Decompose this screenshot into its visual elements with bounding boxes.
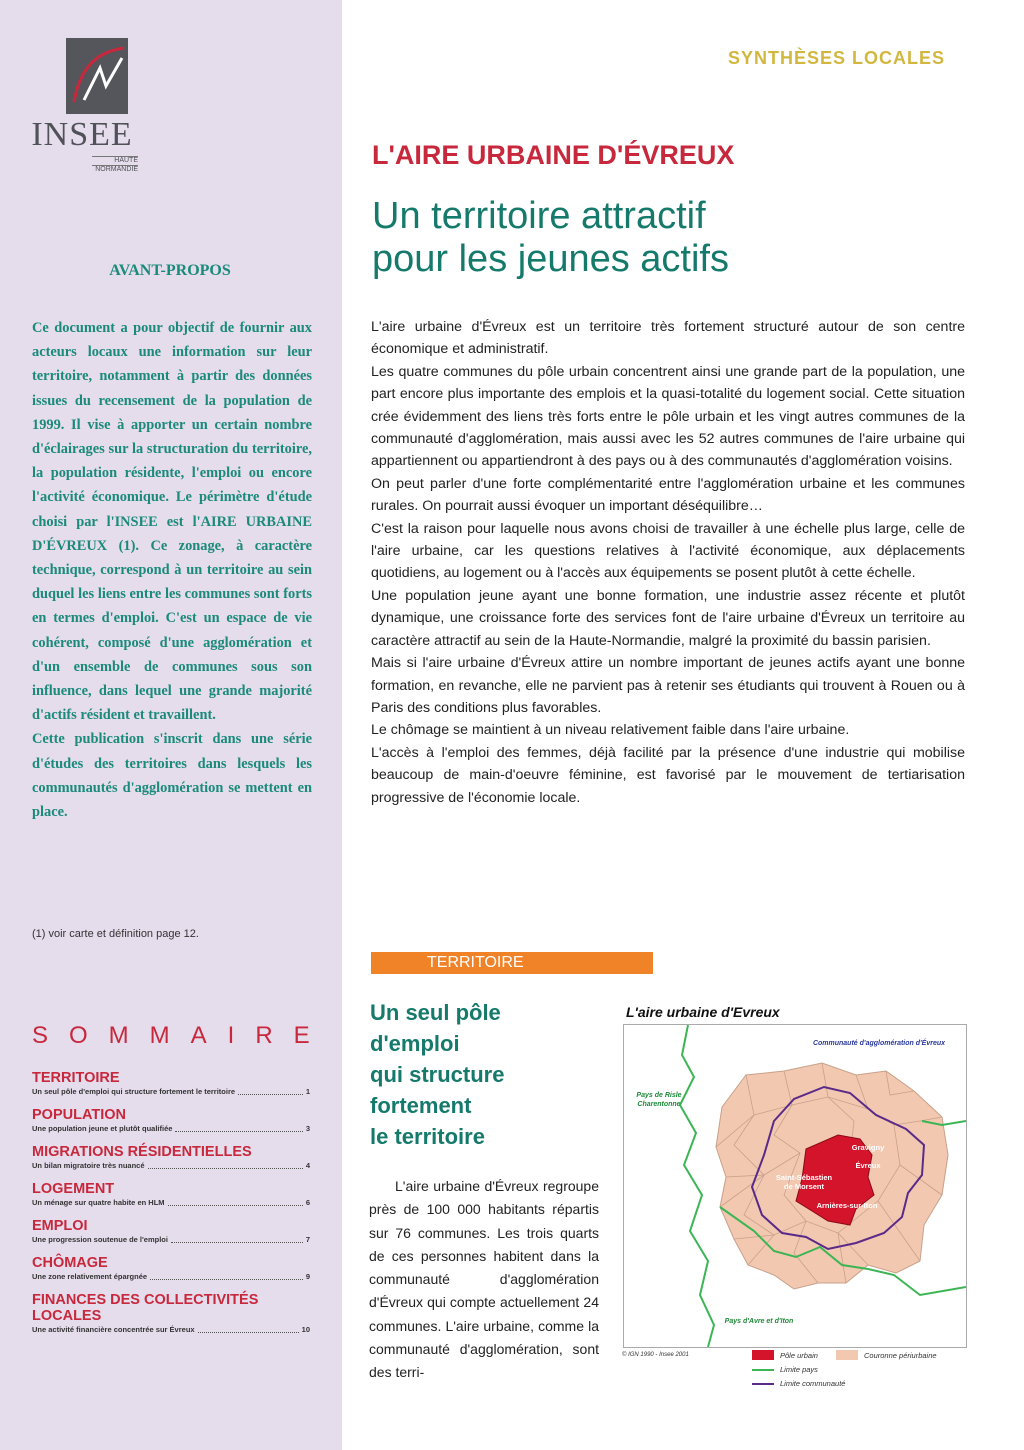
toc-subtitle: Un seul pôle d'emploi qui structure fortement le territoire — [32, 1087, 236, 1096]
toc-subtitle-row — [32, 1271, 310, 1282]
label-gravigny: Gravigny — [851, 1143, 885, 1152]
pays-boundary-west — [680, 1025, 714, 1347]
toc-leader — [168, 1205, 303, 1206]
toc-page: 1 — [305, 1087, 310, 1096]
toc-heading: EMPLOI — [32, 1218, 88, 1234]
toc-page: 10 — [301, 1325, 310, 1334]
insee-logo — [30, 38, 140, 178]
body-paragraph: On peut parler d'une forte complémentarité entre l'agglomération urbaine et les communes rurales. On pourrait aussi évoquer un important déséquilibre… — [371, 475, 965, 515]
subtitle-line: Un territoire attractif — [372, 195, 706, 237]
toc-subtitle-row — [32, 1160, 310, 1171]
logo-text: INSEE — [31, 116, 133, 153]
toc-subtitle-row — [32, 1086, 310, 1097]
series-label: SYNTHÈSES LOCALES — [728, 48, 946, 68]
label-pays-avre: Pays d'Avre et d'Iton — [724, 1318, 794, 1325]
toc-subtitle: Une population jeune et plutôt qualifiée — [32, 1124, 173, 1133]
toc-heading: LOGEMENT — [32, 1181, 115, 1197]
section-paragraph: L'aire urbaine d'Évreux regroupe près de 100 000 habitants répartis sur 76 communes. Les trois quarts de ces personnes habitent dans la communauté d'agglomération d'Évreux qui compte actuellement 24 communes. L'aire urbaine, comme la communauté d'agglomération, sont des terri- — [369, 1178, 599, 1381]
heading-line: Un seul pôle — [370, 1000, 501, 1025]
toc-leader — [171, 1242, 303, 1243]
toc-item[interactable] — [32, 1255, 310, 1282]
body-paragraph: L'accès à l'emploi des femmes, déjà facilité par la présence d'une industrie qui mobilise beaucoup de main-d'oeuvre féminine, est favorisé par le mouvement de tertiarisation progressive de l'économie locale. — [371, 744, 965, 806]
toc-item[interactable] — [32, 1070, 310, 1097]
table-of-contents — [32, 1070, 310, 1345]
toc-subtitle: Un bilan migratoire très nuancé — [32, 1161, 145, 1170]
toc-heading: MIGRATIONS RÉSIDENTIELLES — [32, 1144, 252, 1160]
legend-limite-communaute — [752, 1379, 845, 1388]
toc-item[interactable] — [32, 1181, 310, 1208]
legend-couronne — [836, 1350, 937, 1360]
toc-page: 7 — [305, 1235, 310, 1244]
label-saint-sebastien: Saint-Sébastien de Morsent — [775, 1173, 833, 1191]
toc-leader — [198, 1332, 299, 1333]
toc-heading: FINANCES DES COLLECTIVITÉS LOCALES — [32, 1292, 259, 1324]
label-communaute: Communauté d'agglomération d'Évreux — [812, 1040, 946, 1047]
legend-line-pays — [752, 1369, 774, 1371]
toc-page: 4 — [305, 1161, 310, 1170]
toc-subtitle: Une progression soutenue de l'emploi — [32, 1235, 168, 1244]
toc-item[interactable] — [32, 1107, 310, 1134]
document-title: L'AIRE URBAINE D'ÉVREUX — [372, 140, 735, 170]
label-pays-risle: Pays de Risle Charentonne — [636, 1092, 682, 1108]
legend-limite-pays — [752, 1365, 818, 1374]
section-bar-territoire: TERRITOIRE — [371, 952, 653, 974]
toc-item[interactable] — [32, 1292, 310, 1335]
avant-propos-paragraph: Cette publication s'inscrit dans une série d'études des territoires dans lesquels les communautés d'agglomération se mettent en place. — [32, 731, 312, 821]
legend-label: Limite pays — [780, 1365, 818, 1374]
document-subtitle — [372, 195, 972, 281]
legend-label: Pôle urbain — [780, 1350, 818, 1360]
toc-subtitle: Une activité financière concentrée sur Évreux — [32, 1325, 195, 1334]
legend-pole — [752, 1350, 818, 1360]
label-arnieres: Arnières-sur-Iton — [816, 1201, 878, 1210]
sommaire-title: SOMMAIRE — [32, 1022, 331, 1049]
toc-subtitle: Une zone relativement épargnée — [32, 1272, 148, 1281]
toc-leader — [150, 1279, 303, 1280]
toc-page: 6 — [305, 1198, 310, 1207]
map-figure — [623, 1024, 967, 1348]
toc-item[interactable] — [32, 1144, 310, 1171]
legend-swatch-pole — [752, 1350, 774, 1360]
body-paragraph: Mais si l'aire urbaine d'Évreux attire un nombre important de jeunes actifs ayant une bonne formation, en revanche, elle ne parvient pas à retenir ses étudiants qui trouvent à Rouen ou à Paris des conditions plus favorables. — [371, 655, 965, 716]
heading-line: qui structure — [370, 1062, 505, 1087]
avant-propos-body — [32, 316, 312, 824]
toc-leader — [238, 1094, 303, 1095]
introduction-body — [371, 316, 965, 809]
toc-heading: POPULATION — [32, 1107, 126, 1123]
heading-line: d'emploi — [370, 1031, 460, 1056]
toc-page: 3 — [305, 1124, 310, 1133]
label-evreux: Évreux — [855, 1161, 881, 1170]
body-paragraph: Le chômage se maintient à un niveau relativement faible dans l'aire urbaine. — [371, 722, 850, 739]
toc-subtitle-row — [32, 1234, 310, 1245]
logo-sub-normandie: NORMANDIE — [92, 165, 138, 174]
toc-subtitle-row — [32, 1324, 310, 1335]
avant-propos-paragraph: Ce document a pour objectif de fournir aux acteurs locaux une information sur leur territoire, notamment à partir des données issues du recensement de la population de 1999. Il vise à apporter un certain nombre d'éclairages sur la structuration du territoire, la population résidente, l'emploi ou encore l'activité économique. Le périmètre d'étude choisi par l'INSEE est l'AIRE URBAINE D'ÉVREUX (1). Ce zonage, à caractère technique, correspond à un territoire au sein duquel les liens entre les communes sont forts en termes d'emploi. C'est un espace de vie cohérent, composé d'une agglomération et d'un ensemble de communes sous son influence, dans lequel une grande majorité d'actifs résident et travaillent. — [32, 320, 312, 724]
toc-leader — [175, 1131, 302, 1132]
legend-label: Couronne périurbaine — [864, 1350, 937, 1360]
logo-subtitle — [92, 156, 138, 174]
toc-item[interactable] — [32, 1218, 310, 1245]
heading-line: fortement — [370, 1093, 472, 1118]
logo-emblem — [66, 38, 128, 114]
sidebar — [0, 0, 342, 1450]
toc-subtitle-row — [32, 1197, 310, 1208]
toc-subtitle: Un ménage sur quatre habite en HLM — [32, 1198, 165, 1207]
toc-heading: TERRITOIRE — [32, 1070, 120, 1086]
toc-leader — [148, 1168, 303, 1169]
section-heading — [370, 997, 590, 1152]
toc-page: 9 — [305, 1272, 310, 1281]
avant-propos-title: AVANT-PROPOS — [109, 262, 231, 279]
subtitle-line: pour les jeunes actifs — [372, 238, 729, 280]
legend-swatch-couronne — [836, 1350, 858, 1360]
heading-line: le territoire — [370, 1124, 485, 1149]
legend-label: Limite communauté — [780, 1379, 846, 1388]
legend-line-communaute — [752, 1383, 774, 1385]
body-paragraph: C'est la raison pour laquelle nous avons choisi de travailler à une échelle plus large, celle de l'aire urbaine, car les questions relatives à l'activité économique, aux déplacements quotidiens, au logement ou à l'accès aux équipements se posent plutôt à cette échelle. — [371, 520, 965, 582]
footnote: (1) voir carte et définition page 12. — [32, 928, 199, 940]
body-paragraph: Une population jeune ayant une bonne formation, une industrie assez récente et plutôt dynamique, une croissance forte des services font de l'aire urbaine d'Évreux un territoire au caractère attractif au sein de la Haute-Normandie, malgré la proximité du bassin parisien. — [371, 587, 965, 649]
map-copyright: © IGN 1990 - Insee 2001 — [622, 1352, 689, 1358]
section-body — [369, 1175, 599, 1385]
body-paragraph: Les quatre communes du pôle urbain concentrent ainsi une grande part de la population, une part encore plus importante des emplois et la quasi-totalité du logement social. Cette situation crée évidemment des liens très forts entre le pôle urbain et les vingt autres communes de la communauté d'agglomération, mais aussi avec les 52 autres communes de l'aire urbaine qui appartiennent ou appartiendront à des pays ou à des communautés d'agglomération voisins. — [371, 363, 965, 470]
body-paragraph: L'aire urbaine d'Évreux est un territoire très fortement structuré autour de son centre économique et administratif. — [371, 319, 965, 358]
logo-sub-haute: HAUTE — [92, 156, 138, 165]
map-title: L'aire urbaine d'Evreux — [626, 1004, 780, 1020]
toc-subtitle-row — [32, 1123, 310, 1134]
toc-heading: CHÔMAGE — [32, 1255, 108, 1271]
